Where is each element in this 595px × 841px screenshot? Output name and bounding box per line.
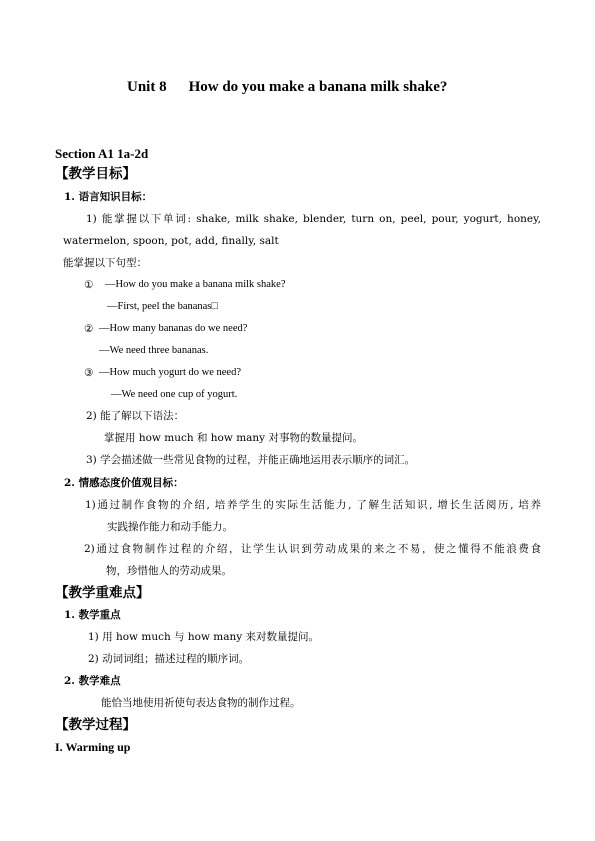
difficult-point-text: 能恰当地使用祈使句表达食物的制作过程。 [101,697,301,709]
subheading-key-points: 1. 教学重点 [64,609,121,621]
step-warming-up: I. Warming up [55,740,131,754]
key-point-item-2: 2) 动词词组；描述过程的顺序词。 [88,653,250,665]
pattern-3-answer: —We need one cup of yogurt. [111,389,238,400]
pattern-2-answer: —We need three bananas. [99,345,209,356]
section-label: Section A1 1a-2d [55,146,149,161]
attitude-item-2-line-2: 物，珍惜他人的劳动成果。 [106,565,232,577]
heading-teaching-goals: 【教学目标】 [55,166,136,182]
heading-teaching-process: 【教学过程】 [55,717,136,733]
pattern-1-question: —How do you make a banana milk shake? [105,279,286,290]
subheading-difficult-points: 2. 教学难点 [64,675,121,687]
subheading-attitude-values: 2. 情感态度价值观目标： [64,477,184,489]
vocabulary-line-2: watermelon, spoon, pot, add, finally, salt [63,235,279,247]
unit-number: Unit 8 [127,79,167,95]
pattern-marker-2: ② [84,323,94,335]
document-title [127,78,447,96]
unit-question: How do you make a banana milk shake? [188,79,448,95]
heading-key-difficult-points: 【教学重难点】 [55,585,150,601]
grammar-intro: 2) 能了解以下语法： [86,410,185,422]
attitude-item-1-line-2: 实践操作能力和动手能力。 [107,521,233,533]
vocabulary-line-1: 1) 能掌握以下单词: shake, milk shake, blender, turn on, peel, pour, yogurt, honey, [86,213,541,225]
grammar-text: 掌握用 how much 和 how many 对事物的数量提问。 [104,432,363,444]
pattern-2-question: —How many bananas do we need? [99,323,248,334]
subheading-language-knowledge: 1. 语言知识目标： [64,191,153,203]
sentence-patterns-intro: 能掌握以下句型： [63,257,147,269]
pattern-marker-3: ③ [84,367,94,379]
pattern-3-question: —How much yogurt do we need? [99,367,242,378]
key-point-item-1: 1) 用 how much 与 how many 来对数量提问。 [88,631,320,643]
describe-process-goal: 3) 学会描述做一些常见食物的过程，并能正确地运用表示顺序的词汇。 [86,454,416,466]
pattern-marker-1: ① [84,279,94,291]
attitude-item-1-line-1: 1)通过制作食物的介绍, 培养学生的实际生活能力, 了解生活知识, 增长生活阅历, 培养 [85,499,541,511]
attitude-item-2-line-1: 2)通过食物制作过程的介绍，让学生认识到劳动成果的来之不易，使之懂得不能浪费食 [84,543,541,555]
pattern-1-answer: —First, peel the bananas□ [107,301,218,312]
